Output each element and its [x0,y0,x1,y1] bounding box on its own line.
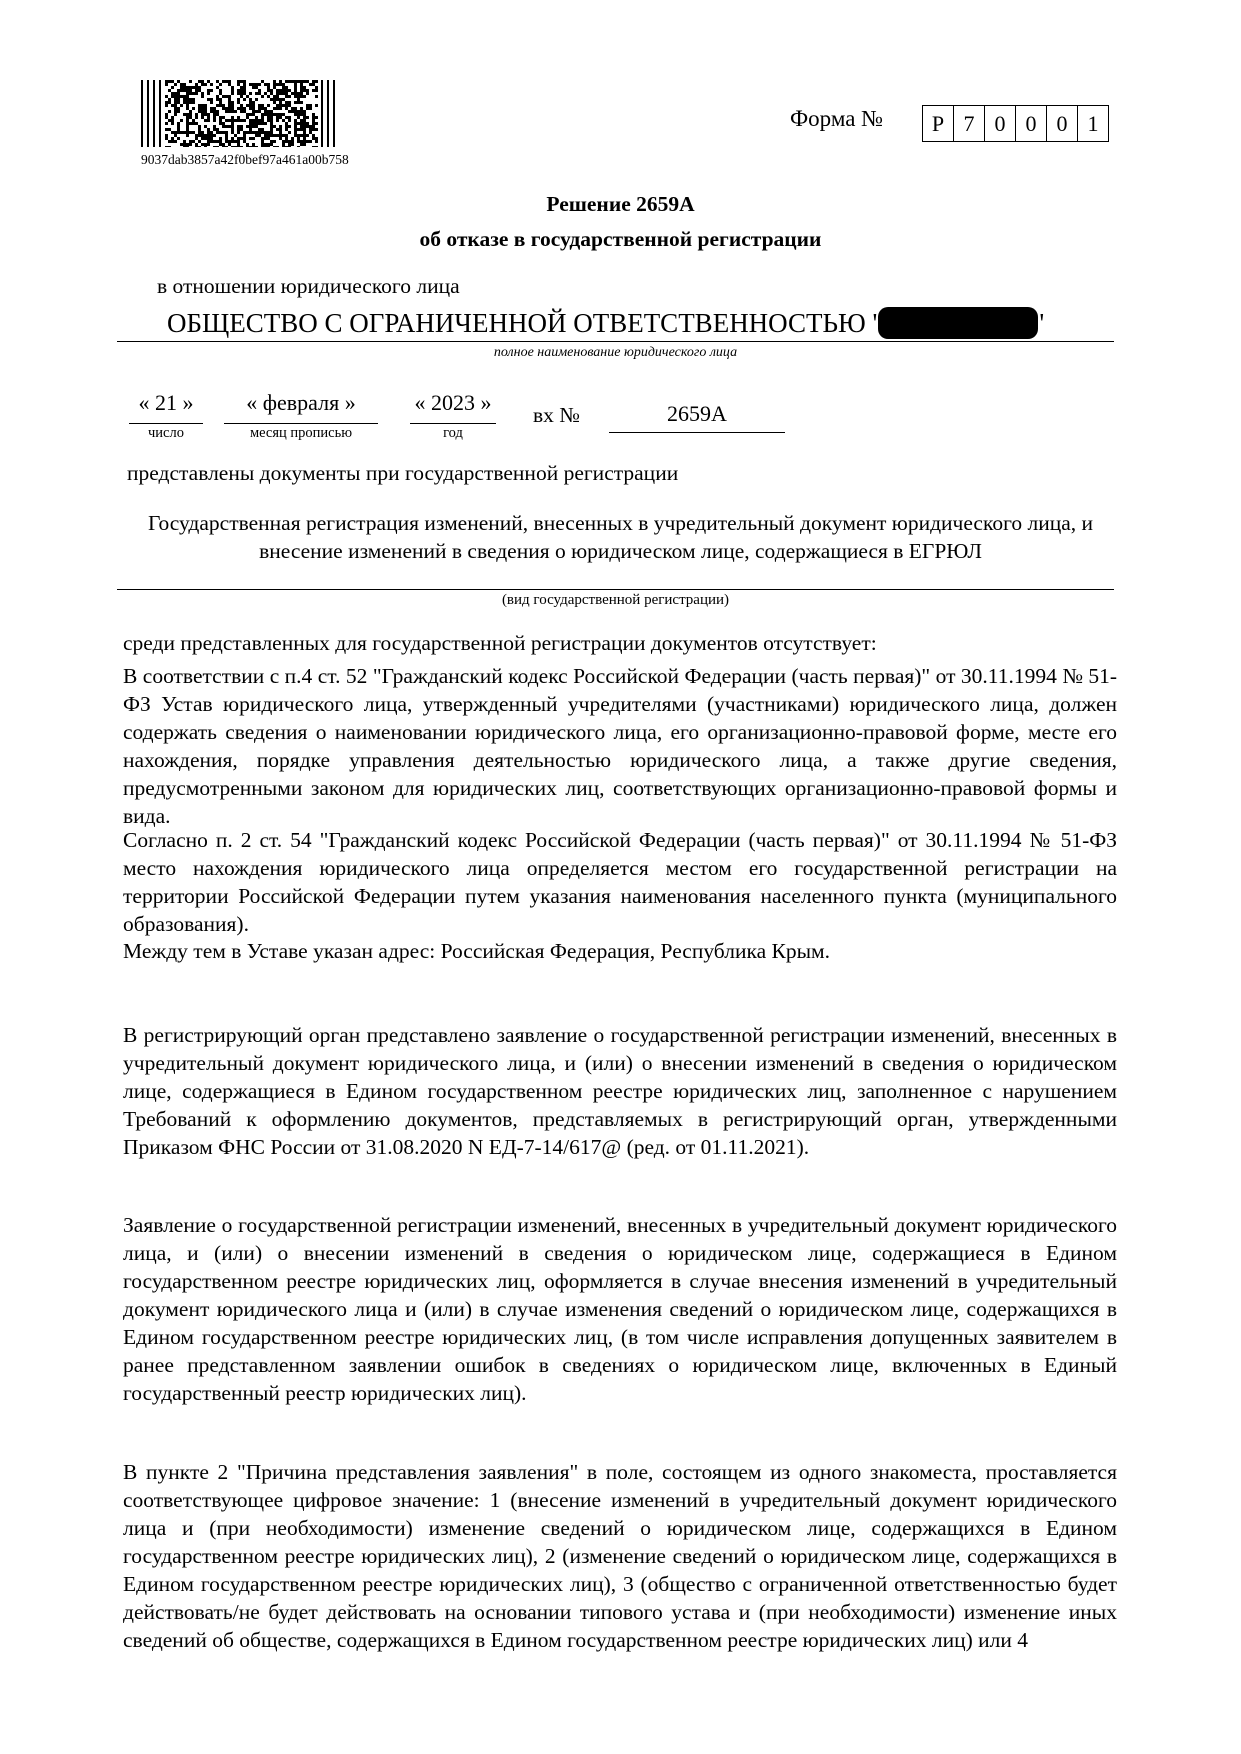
redaction-block [878,307,1038,339]
form-number-label: Форма № [790,106,884,131]
entity-name-underline [117,341,1114,342]
registration-kind: Государственная регистрация изменений, внесенных в учредительный документ юридического лица, и внесение изменений в сведения о юридическом лице, содержащиеся в ЕГРЮЛ [147,511,1094,563]
paragraph-2: Согласно п. 2 ст. 54 "Гражданский кодекс Российской Федерации (часть первая)" от 30.11.1994 № 51-ФЗ место нахождения юридического лица определяется местом его государственной регистрации на территории Российской Федерации путем указания наименования населенного пункта (муниципального образования). [123,828,1117,936]
missing-intro: среди представленных для государственной регистрации документов отсутствует: [123,631,877,655]
date-day-underline [129,423,203,424]
entity-intro: в отношении юридического лица [157,274,460,298]
entity-name-caption: полное наименование юридического лица [493,345,738,360]
paragraph-5: Заявление о государственной регистрации изменений, внесенных в учредительный документ юридического лица, и (или) о внесении изменений в сведения о юридическом лице, содержащиеся в Едином государственном реестре юридических лиц, оформляется в случае внесения изменений в учредительный документ юридического лица и (или) в случае изменения сведений о юридическом лице, содержащихся в Едином государственном реестре юридических лиц, (в том числе исправления допущенных заявителем в ранее представленном заявлении ошибок в сведениях о юридическом лице, включенных в Единый государственный реестр юридических лиц). [123,1213,1117,1405]
registration-kind-caption: (вид государственной регистрации) [501,592,730,608]
barcode-code: 9037dab3857a42f0bef97a461a00b758 [141,152,349,167]
form-number-cell: 0 [985,106,1016,141]
form-number-cell: 1 [1087,111,1099,136]
form-number-cell: 7 [954,106,985,141]
form-number-cell: 0 [1016,106,1047,141]
date-year-caption: год [443,425,463,441]
entity-name-quote: ' [1039,308,1045,338]
date-month-underline [224,423,378,424]
barcode-image [141,80,339,147]
paragraph-6: В пункте 2 "Причина представления заявления" в поле, состоящем из одного знакоместа, проставляется соответствующее цифровое значение: 1 (внесение изменений в учредительный документ юридического лица и (при необходимости) изменение сведений о юридическом лице, содержащихся в Едином государственном реестре юридических лиц), 2 (изменение сведений о юридическом лице, содержащихся в Едином государственном реестре юридических лиц), 3 (общество с ограниченной ответственностью будет действовать/не будет действовать на основании типового устава и (при необходимости) изменение иных сведений об обществе, содержащихся в Едином государственном реестре юридических лиц) или 4 [123,1460,1117,1652]
paragraph-4: В регистрирующий орган представлено заявление о государственной регистрации изменений, внесенных в учредительный документ юридического лица, и (или) о внесении изменений в сведения о юридическом лице, содержащиеся в Едином государственном реестре юридических лиц, заполненное с нарушением Требований к оформлению документов, представляемых в регистрирующий орган, утвержденными Приказом ФНС России от 31.08.2020 N ЕД-7-14/617@ (ред. от 01.11.2021). [123,1023,1117,1159]
incoming-number: 2659А [667,401,727,426]
incoming-number-underline [609,432,785,433]
date-year: « 2023 » [414,390,492,415]
date-year-underline [410,423,496,424]
submitted-text: представлены документы при государственной регистрации [127,461,679,485]
form-number-cells [922,105,1109,142]
decision-title: Решение 2659А [546,192,695,216]
registration-kind-underline [117,589,1114,590]
date-month-caption: месяц прописью [249,425,353,441]
form-number-cell: 0 [1047,106,1078,141]
decision-subtitle: об отказе в государственной регистрации [419,227,822,251]
date-month: « февраля » [246,390,356,415]
paragraph-3: Между тем в Уставе указан адрес: Российская Федерация, Республика Крым. [123,939,831,963]
entity-name [167,307,1044,339]
entity-name-text: ОБЩЕСТВО С ОГРАНИЧЕННОЙ ОТВЕТСТВЕННОСТЬЮ ' [167,308,878,338]
incoming-number-label: вх № [533,403,580,427]
date-day: « 21 » [138,390,194,415]
form-number-cell: Р [923,106,954,141]
paragraph-1: В соответствии с п.4 ст. 52 "Гражданский кодекс Российской Федерации (часть первая)" от 30.11.1994 № 51-ФЗ Устав юридического лица, утвержденный учредителями (участниками) юридического лица, должен содержать сведения о наименовании юридического лица, его организационно-правовой форме, месте его нахождения, порядке управления деятельностью юридического лица, а также другие сведения, предусмотренными законом для юридических лиц, соответствующих организационно-правовой формы и вида. [123,664,1117,828]
date-day-caption: число [148,425,184,441]
